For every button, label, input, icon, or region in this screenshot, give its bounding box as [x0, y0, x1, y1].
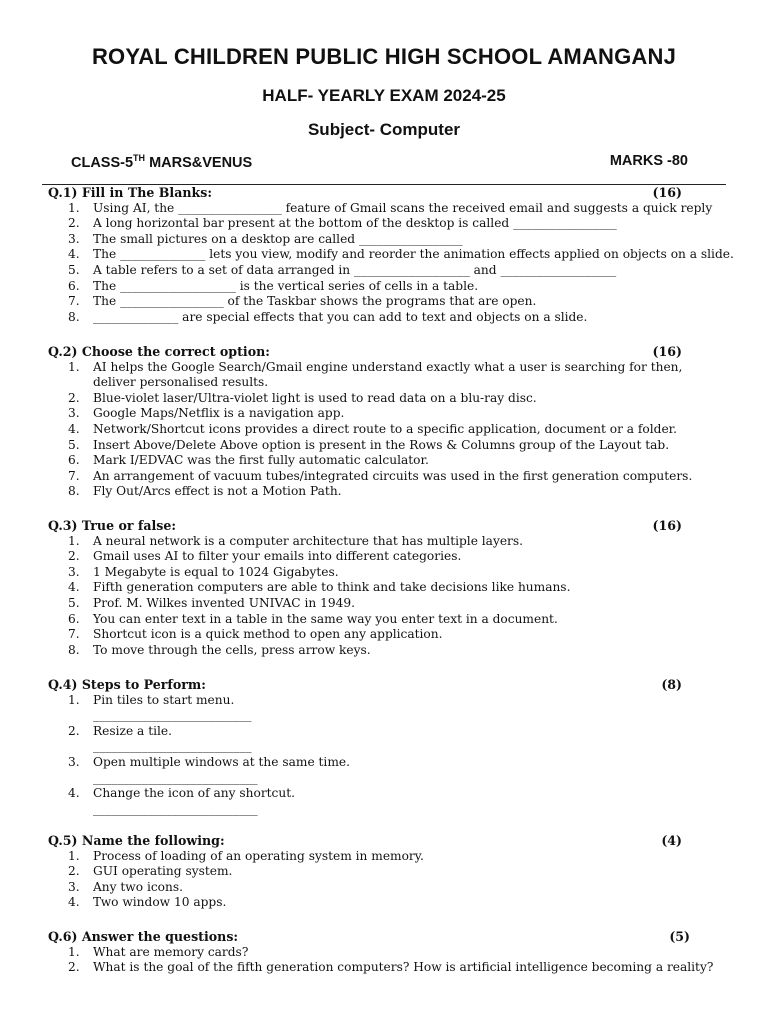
question-item: 2. What is the goal of the fifth generation computers? How is artificial intelligence becoming a reality? [68, 960, 714, 975]
question-list [48, 359, 693, 500]
exam-title: HALF- YEARLY EXAM 2024-25 [262, 86, 506, 105]
question-item: 2. A long horizontal bar present at the bottom of the desktop is called _________________ [68, 216, 617, 231]
question-item: 5. A table refers to a set of data arranged in ___________________ and ___________________ [68, 262, 617, 277]
section-marks: (16) [652, 344, 682, 359]
section-marks: (16) [652, 518, 682, 533]
section-q2 [48, 344, 693, 500]
section-heading [48, 929, 690, 945]
section-q4 [48, 677, 690, 817]
section-title: Q.6) Answer the questions: [48, 929, 239, 944]
question-item: 2. GUI operating system. [68, 864, 233, 879]
school-name: ROYAL CHILDREN PUBLIC HIGH SCHOOL AMANGANJ [91, 44, 677, 69]
question-list [48, 200, 734, 326]
question-list [48, 693, 690, 818]
question-item: 3. Open multiple windows at the same time. ___________________________ [48, 755, 690, 786]
section-marks: (4) [661, 833, 682, 848]
question-item: 3. 1 Megabyte is equal to 1024 Gigabytes. [68, 564, 339, 579]
question-item: 1. What are memory cards? [68, 944, 249, 959]
section-title: Q.2) Choose the correct option: [48, 344, 270, 359]
section-heading [48, 833, 690, 849]
question-item: 2. Blue-violet laser/Ultra-violet light is used to read data on a blu-ray disc. [68, 390, 537, 405]
question-list [48, 534, 690, 659]
question-item: 5. Insert Above/Delete Above option is present in the Rows & Columns group of the Layout tab. [68, 437, 670, 452]
class-label: CLASS-5TH MARS&VENUS [71, 153, 253, 171]
section-heading [48, 518, 690, 534]
question-item: 5. Prof. M. Wilkes invented UNIVAC in 1949. [68, 595, 355, 610]
section-marks: (8) [661, 677, 682, 692]
question-item: 1. AI helps the Google Search/Gmail engine understand exactly what a user is searching for then, deliver personalised results. [68, 359, 683, 390]
question-item: 6. Mark I/EDVAC was the first fully automatic calculator. [68, 453, 429, 468]
section-heading [48, 185, 690, 201]
question-list [48, 849, 690, 911]
question-item: 4. Two window 10 apps. [68, 895, 227, 910]
answer-line: __________________________ [93, 708, 252, 723]
question-item: 3. The small pictures on a desktop are called _________________ [68, 231, 463, 246]
question-item: 1. Pin tiles to start menu. __________________________ [48, 693, 690, 724]
question-item: 7. An arrangement of vacuum tubes/integrated circuits was used in the first generation computers. [68, 468, 693, 483]
answer-line: ___________________________ [93, 770, 258, 785]
section-heading [48, 677, 690, 693]
section-heading [48, 344, 690, 360]
subject-title: Subject- Computer [307, 120, 461, 139]
section-q1 [48, 185, 734, 325]
question-item: 7. Shortcut icon is a quick method to open any application. [68, 627, 443, 642]
section-title: Q.5) Name the following: [48, 833, 225, 848]
section-title: Q.3) True or false: [48, 518, 177, 533]
question-item: 4. Change the icon of any shortcut. ___________________________ [48, 786, 690, 817]
question-item: 8. To move through the cells, press arrow keys. [68, 642, 371, 657]
section-q5 [48, 833, 690, 911]
question-item: 8. Fly Out/Arcs effect is not a Motion Path. [68, 484, 342, 499]
answer-line: ___________________________ [93, 801, 258, 816]
section-q3 [48, 518, 690, 658]
question-item: 6. You can enter text in a table in the same way you enter text in a document. [68, 611, 558, 626]
question-item: 3. Any two icons. [68, 879, 183, 894]
section-marks: (16) [652, 185, 682, 200]
question-item: 2. Gmail uses AI to filter your emails into different categories. [68, 549, 462, 564]
question-item: 3. Google Maps/Netflix is a navigation app. [68, 406, 345, 421]
question-item: 1. Process of loading of an operating system in memory. [68, 848, 424, 863]
question-item: 7. The _________________ of the Taskbar shows the programs that are open. [68, 294, 537, 309]
question-item: 1. A neural network is a computer architecture that has multiple layers. [68, 533, 524, 548]
section-q6 [48, 929, 714, 976]
section-title: Q.1) Fill in The Blanks: [48, 185, 212, 200]
question-item: 2. Resize a tile. __________________________ [48, 724, 690, 755]
question-item: 4. Fifth generation computers are able to think and take decisions like humans. [68, 580, 571, 595]
total-marks: MARKS -80 [609, 153, 688, 169]
question-item: 4. The ______________ lets you view, modify and reorder the animation effects applied on objects on a slide. [68, 247, 734, 262]
question-list [48, 944, 714, 976]
question-item: 6. The ___________________ is the vertical series of cells in a table. [68, 278, 479, 293]
section-title: Q.4) Steps to Perform: [48, 677, 206, 692]
question-item: 4. Network/Shortcut icons provides a direct route to a specific application, document or a folder. [68, 421, 678, 436]
question-item: 1. Using AI, the _________________ feature of Gmail scans the received email and suggests a quick reply [68, 200, 713, 215]
question-item: 8. ______________ are special effects that you can add to text and objects on a slide. [68, 309, 588, 324]
section-marks: (5) [669, 929, 690, 944]
answer-line: __________________________ [93, 739, 252, 754]
